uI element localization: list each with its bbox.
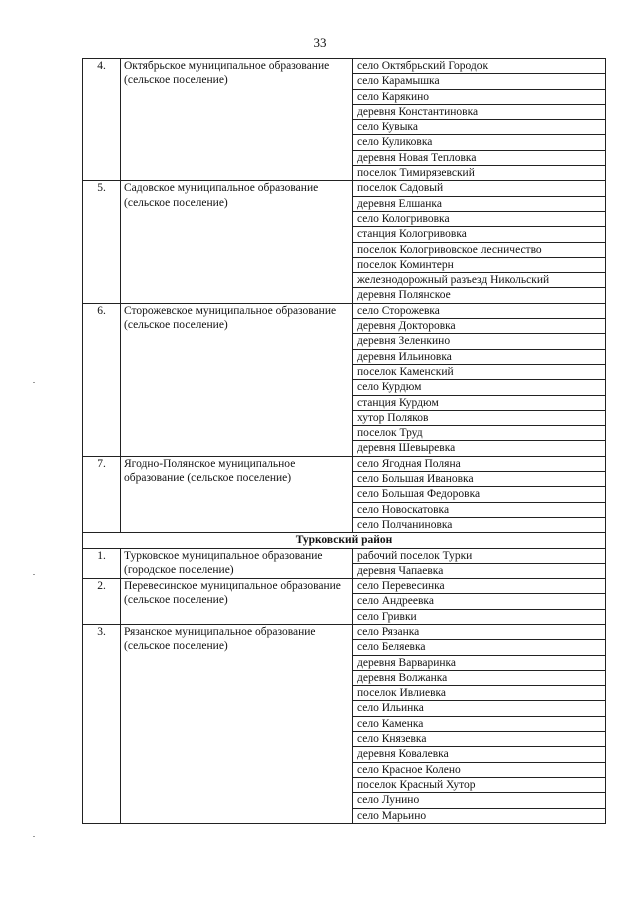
settlement-name: деревня Зеленкино xyxy=(353,334,606,349)
settlement-name: село Красное Колено xyxy=(353,762,606,777)
settlement-name: село Рязанка xyxy=(353,624,606,639)
district-header-row xyxy=(83,533,606,548)
settlement-name: поселок Труд xyxy=(353,426,606,441)
settlement-name: село Кологривовка xyxy=(353,211,606,226)
settlement-name: поселок Коминтерн xyxy=(353,257,606,272)
row-number: 7. xyxy=(83,456,121,532)
settlement-name: поселок Каменский xyxy=(353,364,606,379)
table-row xyxy=(83,624,606,639)
scan-mark xyxy=(33,836,35,837)
settlement-name: село Сторожевка xyxy=(353,303,606,318)
municipality-name: Ягодно-Полянское муниципальное образование (сельское поселение) xyxy=(121,456,353,532)
settlement-name: поселок Садовый xyxy=(353,181,606,196)
settlement-name: поселок Ивлиевка xyxy=(353,686,606,701)
settlement-name: деревня Ильиновка xyxy=(353,349,606,364)
table-row xyxy=(83,548,606,563)
page-number: 33 xyxy=(313,35,327,50)
settlement-name: деревня Ковалевка xyxy=(353,747,606,762)
settlement-name: хутор Поляков xyxy=(353,410,606,425)
settlement-name: деревня Чапаевка xyxy=(353,563,606,578)
municipality-name: Октябрьское муниципальное образование (сельское поселение) xyxy=(121,59,353,181)
table-row xyxy=(83,181,606,196)
scan-mark xyxy=(33,574,35,575)
settlement-name: станция Курдюм xyxy=(353,395,606,410)
table-row xyxy=(83,303,606,318)
settlement-name: село Карякино xyxy=(353,89,606,104)
table-row xyxy=(83,456,606,471)
municipality-name: Турковское муниципальное образование (городское поселение) xyxy=(121,548,353,579)
settlement-name: железнодорожный разъезд Никольский xyxy=(353,273,606,288)
settlement-name: деревня Докторовка xyxy=(353,319,606,334)
scan-mark xyxy=(33,382,35,383)
settlement-name: село Куликовка xyxy=(353,135,606,150)
settlement-name: село Полчаниновка xyxy=(353,517,606,532)
settlement-name: поселок Тимирязевский xyxy=(353,166,606,181)
settlement-name: село Ильинка xyxy=(353,701,606,716)
settlement-name: село Князевка xyxy=(353,732,606,747)
row-number: 4. xyxy=(83,59,121,181)
municipality-name: Рязанское муниципальное образование (сельское поселение) xyxy=(121,624,353,823)
settlement-name: село Перевесинка xyxy=(353,579,606,594)
settlement-name: село Новоскатовка xyxy=(353,502,606,517)
settlement-name: село Лунино xyxy=(353,793,606,808)
settlement-name: рабочий поселок Турки xyxy=(353,548,606,563)
settlement-name: село Гривки xyxy=(353,609,606,624)
settlement-name: деревня Елшанка xyxy=(353,196,606,211)
table-row xyxy=(83,59,606,74)
settlement-name: деревня Волжанка xyxy=(353,670,606,685)
settlement-name: село Беляевка xyxy=(353,640,606,655)
municipality-name: Перевесинское муниципальное образование (сельское поселение) xyxy=(121,579,353,625)
settlement-name: село Октябрьский Городок xyxy=(353,59,606,74)
settlement-name: село Андреевка xyxy=(353,594,606,609)
settlements-table xyxy=(82,58,606,824)
settlement-name: деревня Шевыревка xyxy=(353,441,606,456)
table-row xyxy=(83,579,606,594)
table-body xyxy=(83,59,606,824)
settlement-name: поселок Красный Хутор xyxy=(353,777,606,792)
settlement-name: деревня Новая Тепловка xyxy=(353,150,606,165)
settlement-name: село Ягодная Поляна xyxy=(353,456,606,471)
row-number: 5. xyxy=(83,181,121,303)
municipality-name: Сторожевское муниципальное образование (сельское поселение) xyxy=(121,303,353,456)
settlement-name: село Марьино xyxy=(353,808,606,823)
district-name: Турковский район xyxy=(83,533,606,548)
row-number: 3. xyxy=(83,624,121,823)
row-number: 6. xyxy=(83,303,121,456)
settlement-name: село Каменка xyxy=(353,716,606,731)
settlement-name: деревня Варваринка xyxy=(353,655,606,670)
settlement-name: село Большая Федоровка xyxy=(353,487,606,502)
settlement-name: село Карамышка xyxy=(353,74,606,89)
municipality-name: Садовское муниципальное образование (сельское поселение) xyxy=(121,181,353,303)
settlement-name: село Большая Ивановка xyxy=(353,472,606,487)
settlement-name: поселок Кологривовское лесничество xyxy=(353,242,606,257)
row-number: 2. xyxy=(83,579,121,625)
row-number: 1. xyxy=(83,548,121,579)
settlement-name: деревня Полянское xyxy=(353,288,606,303)
settlement-name: село Кувыка xyxy=(353,120,606,135)
settlement-name: станция Кологривовка xyxy=(353,227,606,242)
settlement-name: деревня Константиновка xyxy=(353,104,606,119)
settlement-name: село Курдюм xyxy=(353,380,606,395)
